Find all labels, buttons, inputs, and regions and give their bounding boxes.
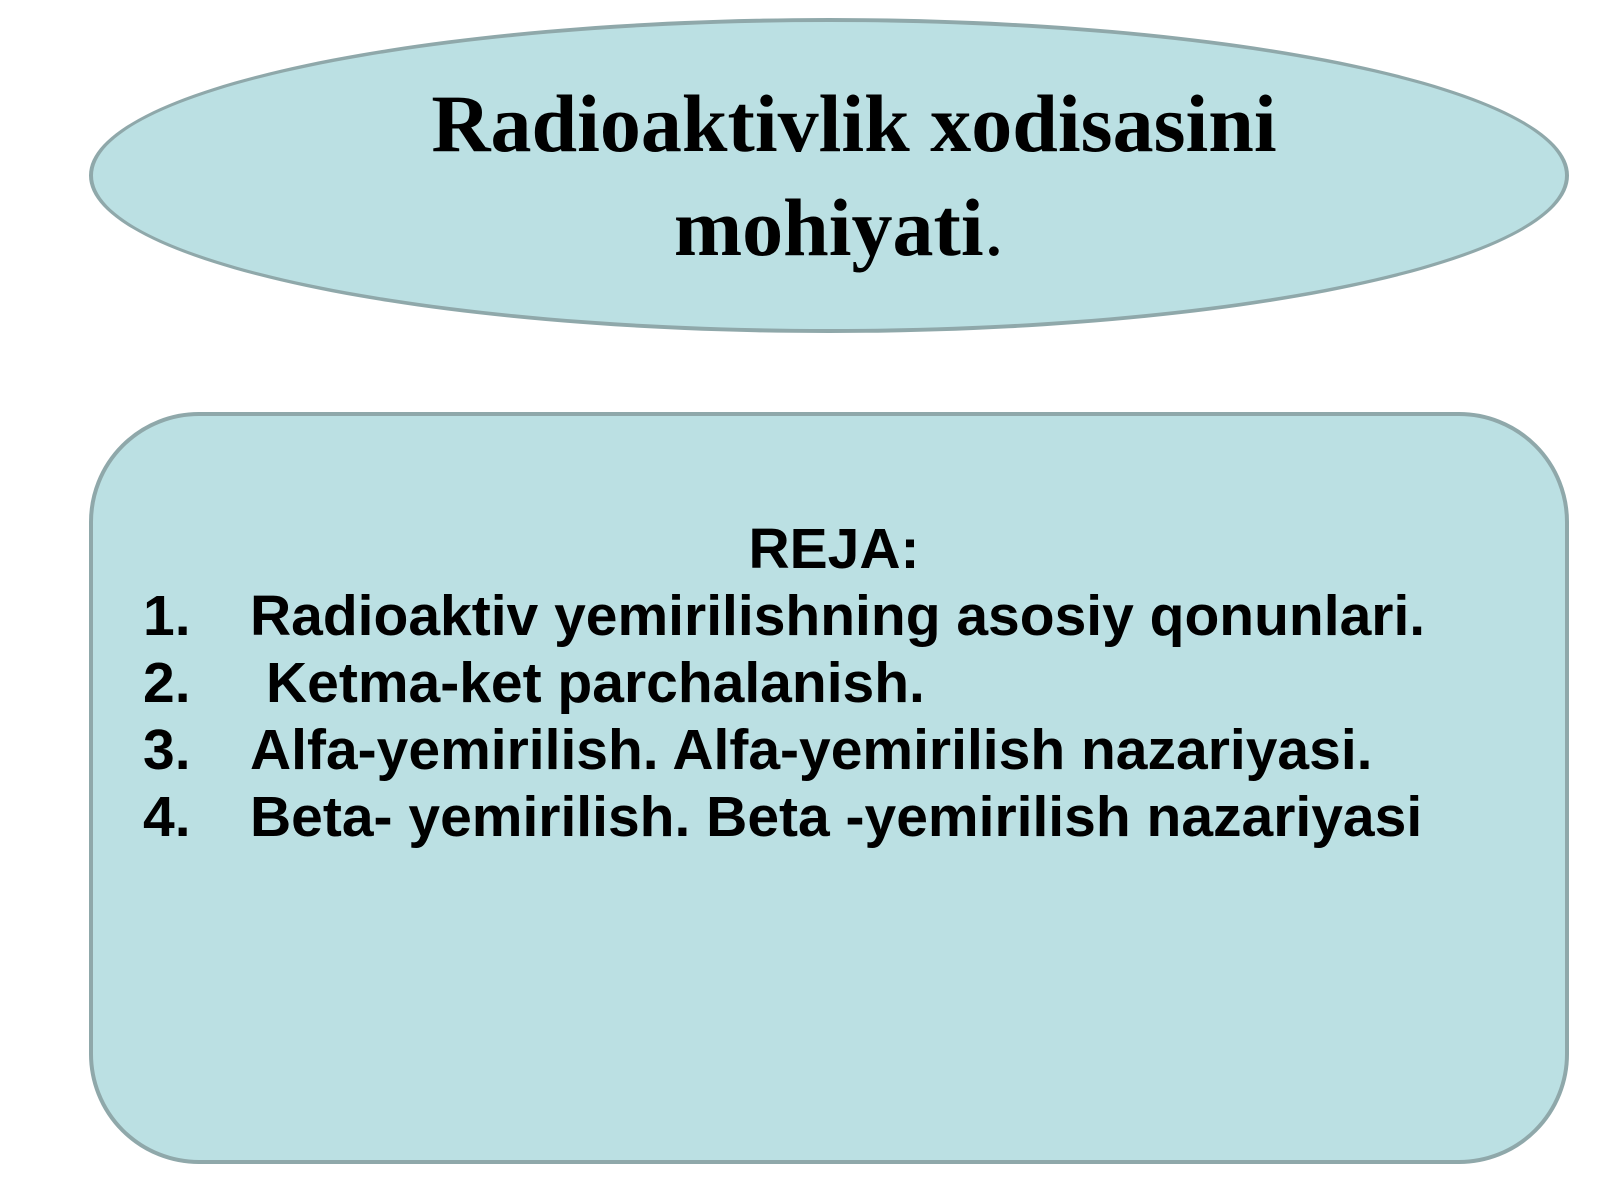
plan-item-text: Ketma-ket parchalanish. (266, 651, 925, 715)
plan-item-text: Radioaktiv yemirilishning asosiy qonunlari. (250, 584, 1426, 648)
plan-item-2 (143, 650, 1521, 717)
plan-item-1 (143, 583, 1521, 650)
plan-item-3 (143, 717, 1521, 784)
plan-list (143, 583, 1521, 851)
plan-item-number: 1. (143, 584, 191, 648)
plan-heading: REJA: (748, 517, 920, 581)
title-line-2: mohiyati (673, 181, 984, 273)
title-oval (89, 18, 1569, 333)
plan-item-number: 3. (143, 718, 191, 782)
title-period: . (983, 181, 1005, 273)
title-line-1: Radioaktivlik xodisasini (431, 77, 1277, 169)
plan-item-text: Alfa-yemirilish. Alfa-yemirilish nazariyasi. (250, 718, 1373, 782)
plan-item-4 (143, 784, 1521, 851)
title-line-2-wrap (674, 176, 1004, 280)
plan-box (89, 412, 1569, 1164)
plan-item-number: 2. (143, 651, 191, 715)
plan-item-number: 4. (143, 785, 191, 849)
plan-item-text: Beta- yemirilish. Beta -yemirilish nazariyasi (250, 785, 1423, 849)
